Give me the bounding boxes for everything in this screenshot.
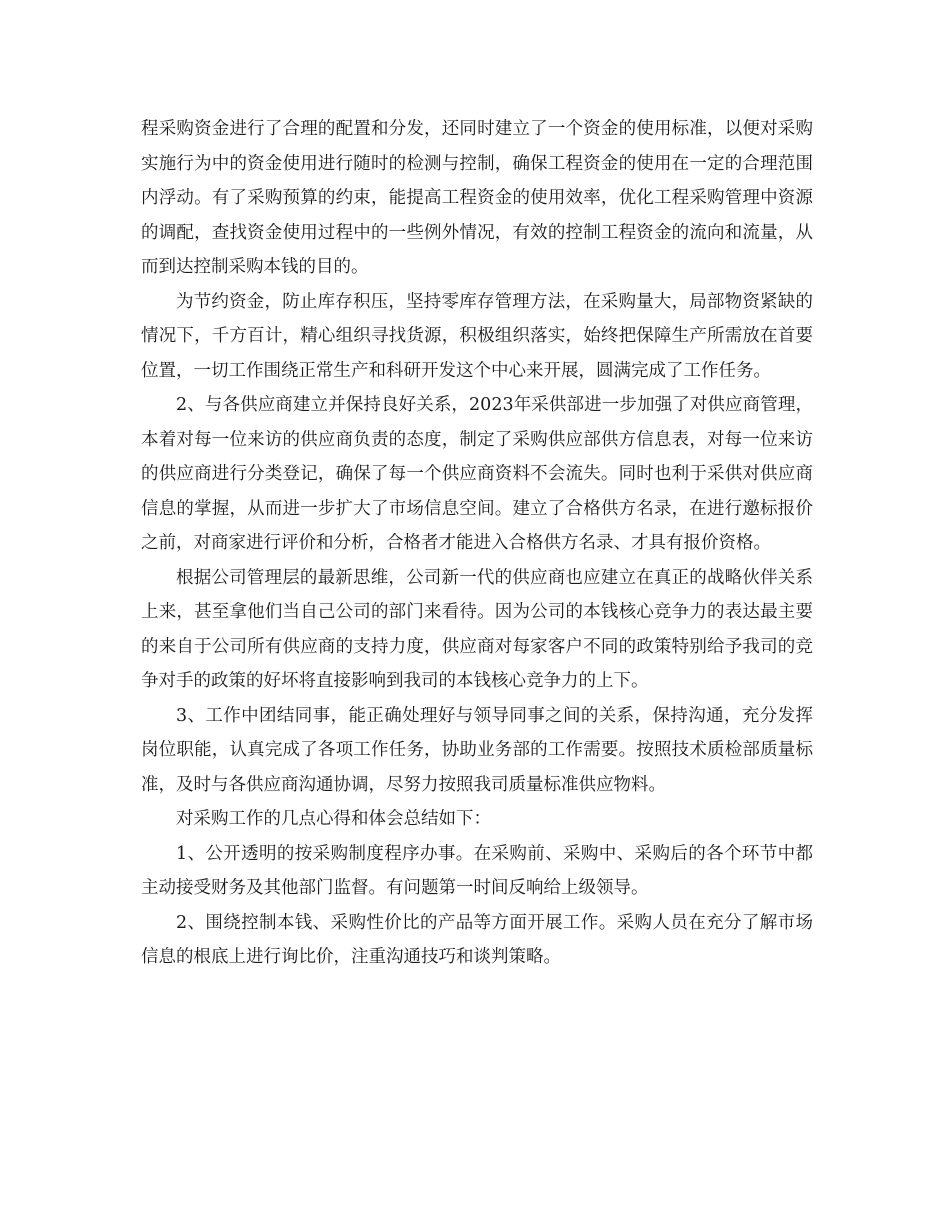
paragraph-strategic-partners: 根据公司管理层的最新思维，公司新一代的供应商也应建立在真正的战略伙伴关系上来，甚至拿他们当自己公司的部门来看待。因为公司的本钱核心竞争力的表达最主要的来自于公司所有供应商的支持力度，供应商对每家客户不同的政策特别给予我司的竞争对手的政策的好坏将直接影响到我司的本钱核心竞争力的上下。 xyxy=(141,567,813,691)
paragraph-supplier-relations: 2、与各供应商建立并保持良好关系，2023年采供部进一步加强了对供应商管理，本着对每一位来访的供应商负责的态度，制定了采购供应部供方信息表，对每一位来访的供应商进行分类登记，确保了每一个供应商资料不会流失。同时也利于采供对供应商信息的掌握，从而进一步扩大了市场信息空间。建立了合格供方名录，在进行邀标报价之前，对商家进行评价和分析，合格者才能进入合格供方名录、才具有报价资格。 xyxy=(141,395,813,553)
paragraph-continuation: 程采购资金进行了合理的配置和分发，还同时建立了一个资金的使用标准，以便对采购实施行为中的资金使用进行随时的检测与控制，确保工程资金的使用在一定的合理范围内浮动。有了采购预算的约束，能提高工程资金的使用效率，优化工程采购管理中资源的调配，查找资金使用过程中的一些例外情况，有效的控制工程资金的流向和流量，从而到达控制采购本钱的目的。 xyxy=(141,119,813,277)
paragraph-summary-intro: 对采购工作的几点心得和体会总结如下： xyxy=(176,809,491,829)
paragraph-point-1: 1、公开透明的按采购制度程序办事。在采购前、采购中、采购后的各个环节中都主动接受财务及其他部门监督。有问题第一时间反响给上级领导。 xyxy=(141,843,813,898)
paragraph-point-2: 2、围绕控制本钱、采购性价比的产品等方面开展工作。采购人员在充分了解市场信息的根底上进行询比价，注重沟通技巧和谈判策略。 xyxy=(141,912,813,967)
document-body xyxy=(141,112,813,975)
paragraph-teamwork: 3、工作中团结同事，能正确处理好与领导同事之间的关系，保持沟通，充分发挥岗位职能，认真完成了各项工作任务，协助业务部的工作需要。按照技术质检部质量标准，及时与各供应商沟通协调，尽努力按照我司质量标准供应物料。 xyxy=(141,705,813,795)
paragraph-inventory: 为节约资金，防止库存积压，坚持零库存管理方法，在采购量大，局部物资紧缺的情况下，千方百计，精心组织寻找货源，积极组织落实，始终把保障生产所需放在首要位置，一切工作围绕正常生产和科研开发这个中心来开展，圆满完成了工作任务。 xyxy=(141,291,813,381)
